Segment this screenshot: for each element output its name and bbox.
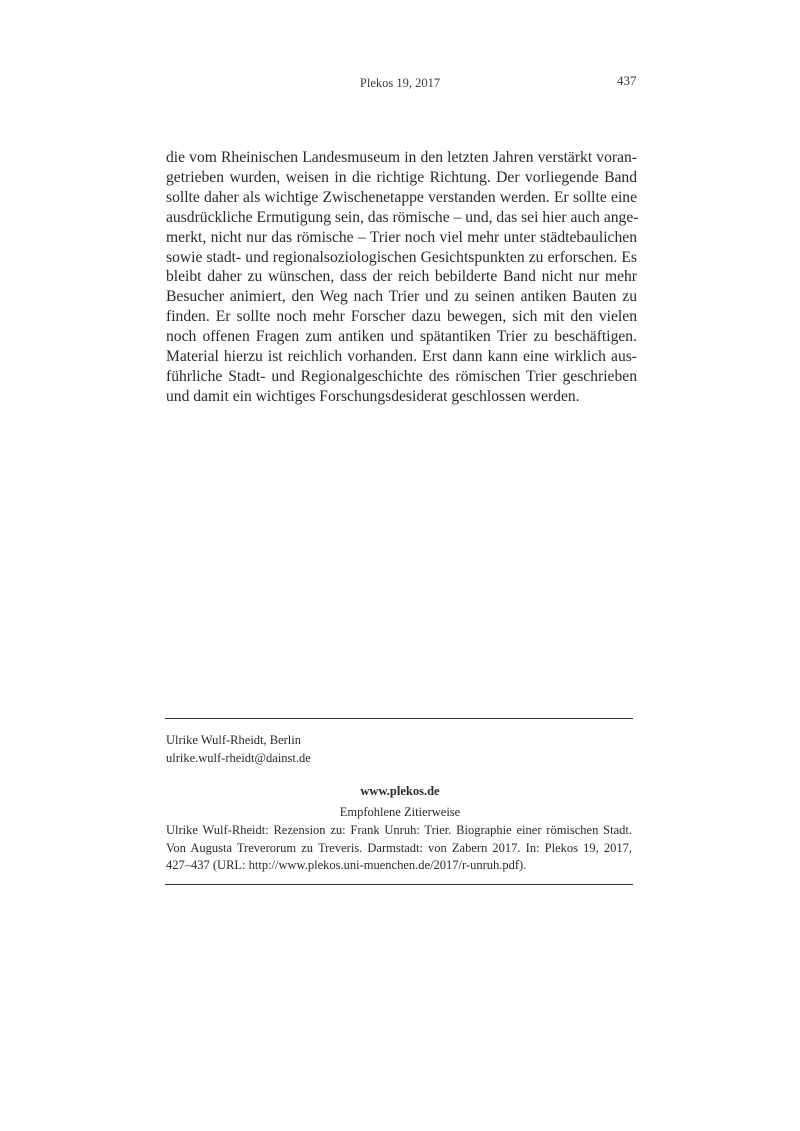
body-line: Besucher animiert, den Weg nach Trier und zu seinen antiken Bauten zu [166,288,637,306]
citation-line: 427–437 (URL: http://www.plekos.uni-muenchen.de/2017/r-unruh.pdf). [166,858,527,873]
body-line: die vom Rheinischen Landesmuseum in den letzten Jahren verstärkt voran- [166,149,637,166]
body-line: noch offenen Fragen zum antiken und spätantiken Trier zu beschäftigen. [166,328,637,346]
author-name: Ulrike Wulf-Rheidt, Berlin [166,733,302,747]
body-paragraph [166,148,637,407]
divider-bottom [165,884,633,885]
divider-top [165,718,633,719]
body-line: finden. Er sollte noch mehr Forscher dazu bewegen, sich mit den vielen [166,308,637,326]
running-head: Plekos 19, 2017 [359,76,441,90]
citation-line: Ulrike Wulf-Rheidt: Rezension zu: Frank Unruh: Trier. Biographie einer römischen Stadt. [166,823,632,837]
body-line: sowie stadt- und regionalsoziologischen Gesichtspunkten zu erforschen. Es [166,248,637,266]
body-line: sollte daher als wichtige Zwischenetappe verstanden werden. Er sollte eine [166,188,637,206]
page-number: 437 [617,73,637,88]
body-line: merkt, nicht nur das römische – Trier noch viel mehr unter städtebaulichen [166,228,637,246]
body-line: bleibt daher zu wünschen, dass der reich bebilderte Band nicht nur mehr [166,268,637,286]
body-line: und damit ein wichtiges Forschungsdesiderat geschlossen werden. [166,387,580,405]
author-block [166,731,311,767]
site-link[interactable]: www.plekos.de [360,784,440,798]
body-line: ausdrückliche Ermutigung sein, das römische – und, das sei hier auch ange- [166,208,639,226]
body-line: Material hierzu ist reichlich vorhanden. Erst dann kann eine wirklich aus- [166,348,637,366]
author-email[interactable]: ulrike.wulf-rheidt@dainst.de [166,751,311,765]
body-line: getrieben wurden, weisen in die richtige Richtung. Der vorliegende Band [166,168,637,186]
citation-line: Von Augusta Treverorum zu Treveris. Darmstadt: von Zabern 2017. In: Plekos 19, 2017, [166,840,632,855]
citation-text [166,822,632,875]
citation-heading: Empfohlene Zitierweise [339,805,461,819]
body-line: führliche Stadt- und Regionalgeschichte des römischen Trier geschrieben [166,367,637,385]
